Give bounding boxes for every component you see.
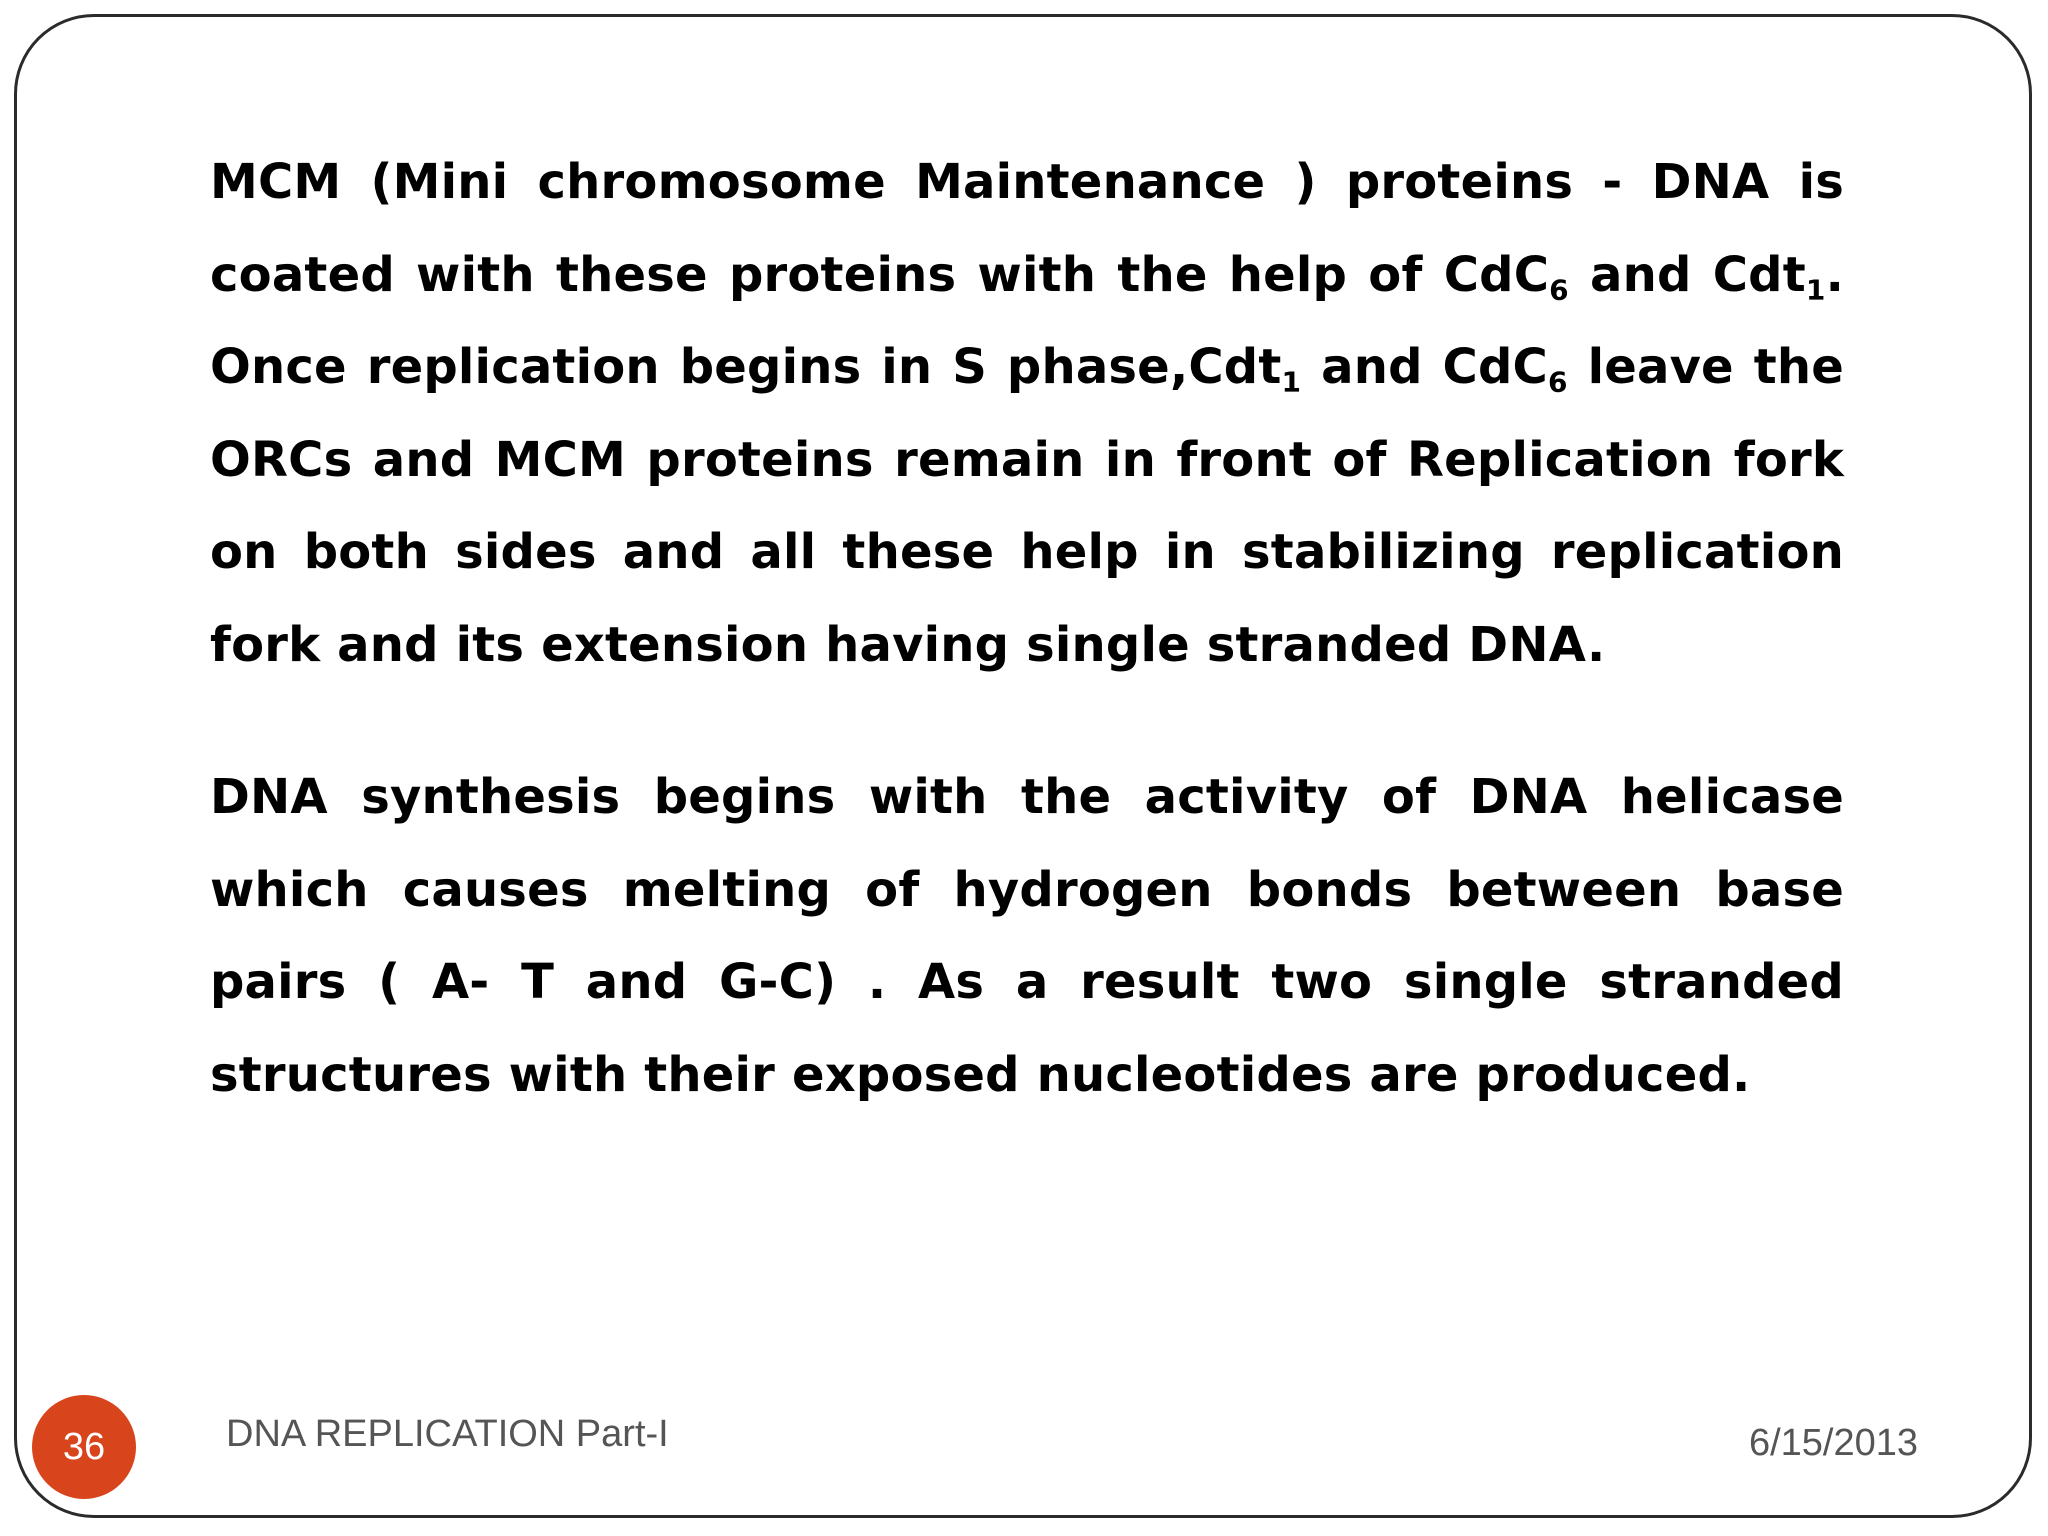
paragraph-mcm-proteins	[210, 136, 1844, 691]
subscript: 6	[1547, 365, 1568, 399]
footer-title: DNA REPLICATION Part-I	[226, 1413, 669, 1455]
subscript: 1	[1805, 272, 1826, 306]
text-segment: and Cdt	[1568, 246, 1806, 303]
slide-number-badge	[32, 1395, 136, 1499]
slide-body	[210, 136, 1844, 1121]
subscript: 6	[1549, 272, 1569, 306]
text-segment: (Mini chromosome Maintenance ) proteins - DNA is coated with these proteins with the help of CdC	[210, 154, 1844, 303]
text-segment: and CdC	[1301, 339, 1548, 395]
subscript: 1	[1281, 365, 1302, 399]
paragraph-dna-synthesis: DNA synthesis begins with the activity of DNA helicase which causes melting of hydrogen bonds between base pairs ( A- T and G-C) . As a result two single stranded structures with their exposed nucleotides are produced.	[210, 769, 1844, 1103]
text-segment: leave the ORCs and MCM proteins remain in front of Replication fork on both sides and all these help in stabilizing replication fork and its extension having single stranded DNA.	[210, 339, 1844, 673]
term-mcm: MCM	[210, 154, 342, 210]
footer-date: 6/15/2013	[1748, 1422, 1918, 1464]
slide-number: 36	[62, 1425, 106, 1468]
text-segment: . Once replication begins in S phase,Cdt	[210, 246, 1844, 395]
